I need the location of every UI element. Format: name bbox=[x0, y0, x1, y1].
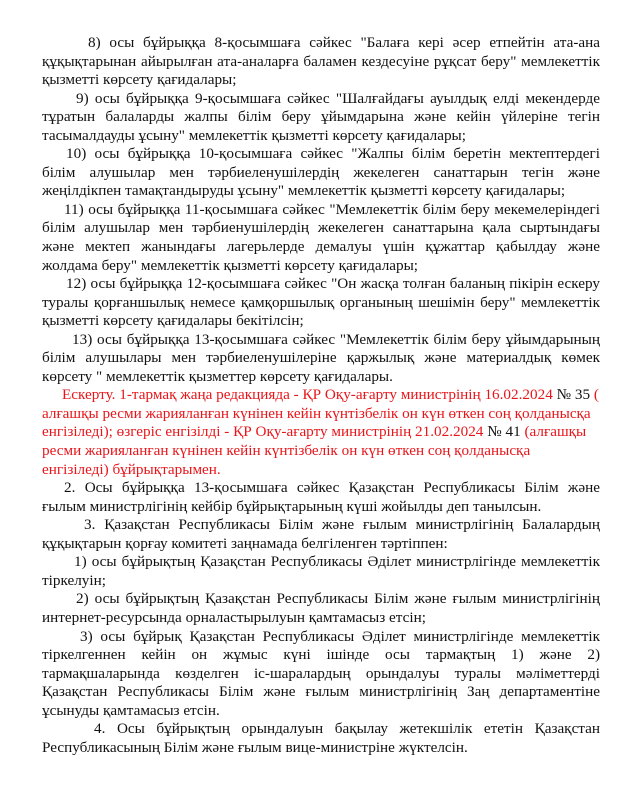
section-3-item-1: 1) осы бұйрықтың Қазақстан Республикасы Әділет министрлігінде мемлекеттік тіркелуін; bbox=[42, 553, 600, 589]
document-page bbox=[42, 34, 600, 757]
paragraph-item-12: 12) осы бұйрыққа 12-қосымшаға сәйкес "Он жасқа толған баланың пікірін ескеру туралы қорғаншылық немесе қамқоршылық органының шешімін беру" мемлекеттік қызметті көрсету қағидалары бекітілсін; bbox=[42, 275, 600, 330]
paragraph-item-13: 13) осы бұйрыққа 13-қосымшаға сәйкес "Мемлекеттік білім беру ұйымдарының білім алушылары мен тәрбиеленушілеріне қаржылық және материалдық көмек көрсету " мемлекеттік қызметтер көрсету қағидалары. bbox=[42, 330, 600, 385]
note-text-3: (алғашқы ресми жарияланған күнінен кейін күнтізбелік он күн өткен соң қолданысқа енгізіледі) бұйрықтарымен. bbox=[42, 423, 587, 478]
section-4: 4. Осы бұйрықтың орындалуын бақылау жетекшілік ететін Қазақстан Республикасының Білім және ғылым вице-министріне жүктелсін. bbox=[42, 720, 600, 756]
paragraph-item-8: 8) осы бұйрыққа 8-қосымшаға сәйкес "Балаға кері әсер етпейтін ата-ана құқықтарынан айырылған ата-аналарға баламен кездесуіне рұқсат беру" мемлекеттік қызметті көрсету қағидалары; bbox=[42, 34, 600, 89]
order-35-link[interactable]: № 35 bbox=[556, 386, 591, 404]
paragraph-item-10: 10) осы бұйрыққа 10-қосымшаға сәйкес "Жалпы білім беретін мектептердегі білім алушылар мен тәрбиеленушілердің жекелеген санаттарын тегін және жеңілдікпен тамақтандыруды ұсыну" мемлекеттік қызметті көрсету қағидалары; bbox=[42, 145, 600, 200]
note-text-2: ( алғашқы ресми жарияланған күнінен кейін күнтізбелік он күн өткен соң қолданысқа енгізіледі); өзгеріс енгізілді - ҚР Оқу-ағарту министрінің 21.02.2024 bbox=[42, 386, 599, 441]
amendment-note bbox=[42, 386, 600, 479]
order-41-link[interactable]: № 41 bbox=[487, 423, 521, 441]
section-2: 2. Осы бұйрыққа 13-қосымшаға сәйкес Қазақстан Республикасы Білім және ғылым министрлігінің кейбір бұйрықтарының күші жойылды деп танылсын. bbox=[42, 479, 600, 515]
section-3: 3. Қазақстан Республикасы Білім және ғылым министрлігінің Балалардың құқықтарын қорғау комитеті заңнамада белгіленген тәртіппен: bbox=[42, 516, 600, 552]
section-3-item-2: 2) осы бұйрықтың Қазақстан Республикасы Білім және ғылым министрлігінің интернет-ресурсында орналастырылуын қамтамасыз етсін; bbox=[42, 590, 600, 626]
paragraph-item-9: 9) осы бұйрыққа 9-қосымшаға сәйкес "Шалғайдағы ауылдық елді мекендерде тұратын балаларды жалпы білім беру ұйымдарына және кейін үйлеріне тегін тасымалдауды ұсыну" мемлекеттік қызметті көрсету қағидалары; bbox=[42, 89, 600, 144]
note-text-1: Ескерту. 1-тармақ жаңа редакцияда - ҚР Оқу-ағарту министрінің 16.02.2024 bbox=[62, 386, 557, 404]
section-3-item-3: 3) осы бұйрық Қазақстан Республикасы Әділет министрлігінде мемлекеттік тіркелгеннен кейін он жұмыс күні ішінде осы тармақтың 1) және 2) тармақшаларында көзделген іс-шаралардың орындалуы туралы мәліметтерді Қазақстан Республикасы Білім және ғылым министрлігінің Заң департаментіне ұсынуды қамтамасыз етсін. bbox=[42, 627, 600, 719]
paragraph-item-11: 11) осы бұйрыққа 11-қосымшаға сәйкес "Мемлекеттік білім беру мекемелеріндегі білім алушылар мен тәрбиенушілердің жекелеген санаттарына қала сыртындағы және мектеп жанындағы лагерьлерде демалуы үшін құжаттар қабылдау және жолдама беру" мемлекеттік қызметті көрсету қағидалары; bbox=[42, 200, 600, 274]
